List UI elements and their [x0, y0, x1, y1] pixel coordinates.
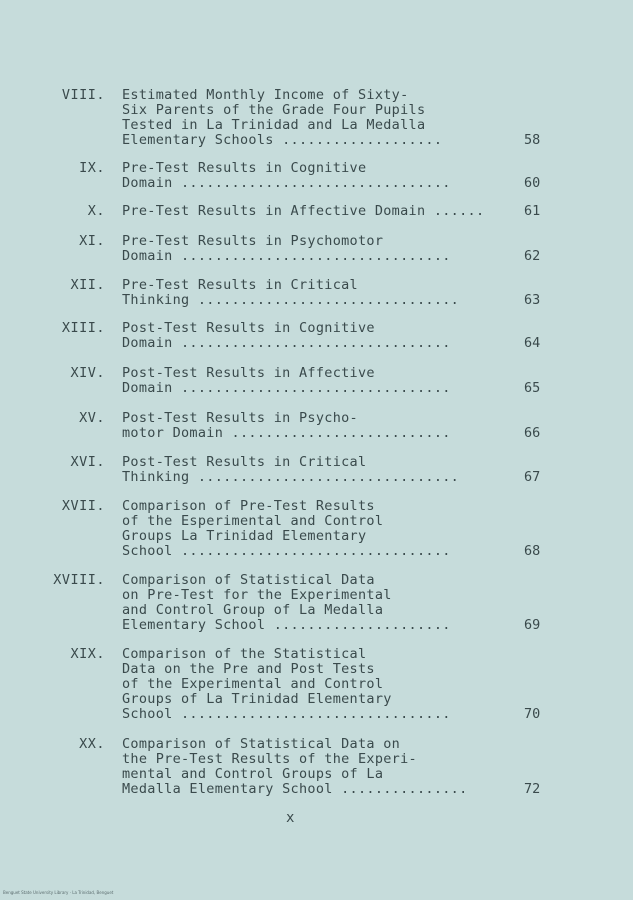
- entry-title: [122, 455, 507, 485]
- entry-page-number: 70: [524, 706, 541, 722]
- title-line: School ................................: [122, 544, 451, 559]
- entry-page-number: 65: [524, 380, 541, 396]
- entry-page-number: 67: [524, 469, 541, 485]
- entry-title: [122, 161, 507, 191]
- title-line: Medalla Elementary School ...............: [122, 782, 468, 797]
- entry-page-number: 62: [524, 248, 541, 264]
- entry-page-number: 69: [524, 617, 541, 633]
- title-line: Post-Test Results in Affective: [122, 366, 375, 381]
- entry-title: [122, 647, 507, 722]
- title-line: School ................................: [122, 707, 451, 722]
- entry-numeral: XIX.: [70, 646, 105, 662]
- entry-title: [122, 737, 507, 797]
- title-line: Estimated Monthly Income of Sixty-: [122, 88, 409, 103]
- title-line: Elementary Schools ...................: [122, 133, 443, 148]
- entry-title: [122, 321, 507, 351]
- title-line: on Pre-Test for the Experimental: [122, 588, 392, 603]
- entry-title: [122, 573, 507, 633]
- entry-numeral: XX.: [79, 736, 105, 752]
- entry-title: [122, 204, 507, 219]
- entry-numeral: IX.: [79, 160, 105, 176]
- title-line: Thinking ...............................: [122, 293, 460, 308]
- title-line: mental and Control Groups of La: [122, 767, 384, 782]
- entry-page-number: 68: [524, 543, 541, 559]
- entry-page-number: 66: [524, 425, 541, 441]
- entry-title: [122, 411, 507, 441]
- title-line: the Pre-Test Results of the Experi-: [122, 752, 417, 767]
- title-line: Thinking ...............................: [122, 470, 460, 485]
- title-line: Domain ................................: [122, 336, 451, 351]
- entry-page-number: 60: [524, 175, 541, 191]
- title-line: Pre-Test Results in Psychomotor: [122, 234, 384, 249]
- entry-title: [122, 278, 507, 308]
- title-line: Groups La Trinidad Elementary: [122, 529, 367, 544]
- entry-numeral: VIII.: [61, 87, 105, 103]
- entry-title: [122, 499, 507, 559]
- entry-page-number: 64: [524, 335, 541, 351]
- entry-page-number: 61: [524, 203, 541, 219]
- title-line: Post-Test Results in Psycho-: [122, 411, 358, 426]
- title-line: Comparison of Pre-Test Results: [122, 499, 375, 514]
- title-line: of the Esperimental and Control: [122, 514, 384, 529]
- title-line: Domain ................................: [122, 249, 451, 264]
- title-line: Comparison of Statistical Data: [122, 573, 375, 588]
- title-line: and Control Group of La Medalla: [122, 603, 384, 618]
- title-line: Comparison of Statistical Data on: [122, 737, 401, 752]
- title-line: Six Parents of the Grade Four Pupils: [122, 103, 426, 118]
- title-line: Elementary School .....................: [122, 618, 451, 633]
- entry-page-number: 72: [524, 781, 541, 797]
- title-line: Domain ................................: [122, 176, 451, 191]
- entry-numeral: XV.: [79, 410, 105, 426]
- title-line: Comparison of the Statistical: [122, 647, 367, 662]
- archive-stamp-text: Benguet State University Library · La Trinidad, Benguet: [3, 890, 114, 895]
- entry-title: [122, 234, 507, 264]
- entry-page-number: 58: [524, 132, 541, 148]
- entry-title: [122, 366, 507, 396]
- title-line: Domain ................................: [122, 381, 451, 396]
- entry-numeral: XVIII.: [53, 572, 105, 588]
- entry-page-number: 63: [524, 292, 541, 308]
- entry-title: [122, 88, 507, 148]
- entry-numeral: XIV.: [70, 365, 105, 381]
- entry-numeral: XI.: [79, 233, 105, 249]
- entry-numeral: XVI.: [70, 454, 105, 470]
- title-line: Pre-Test Results in Affective Domain ......: [122, 204, 485, 219]
- title-line: Post-Test Results in Cognitive: [122, 321, 375, 336]
- title-line: Post-Test Results in Critical: [122, 455, 367, 470]
- title-line: Groups of La Trinidad Elementary: [122, 692, 392, 707]
- title-line: motor Domain ..........................: [122, 426, 451, 441]
- title-line: Tested in La Trinidad and La Medalla: [122, 118, 426, 133]
- entry-numeral: XVII.: [61, 498, 105, 514]
- title-line: Data on the Pre and Post Tests: [122, 662, 375, 677]
- title-line: of the Experimental and Control: [122, 677, 384, 692]
- entry-numeral: XIII.: [61, 320, 105, 336]
- title-line: Pre-Test Results in Cognitive: [122, 161, 367, 176]
- title-line: Pre-Test Results in Critical: [122, 278, 358, 293]
- entry-numeral: X.: [87, 203, 105, 219]
- entry-numeral: XII.: [70, 277, 105, 293]
- page-number-footer: x: [286, 810, 295, 826]
